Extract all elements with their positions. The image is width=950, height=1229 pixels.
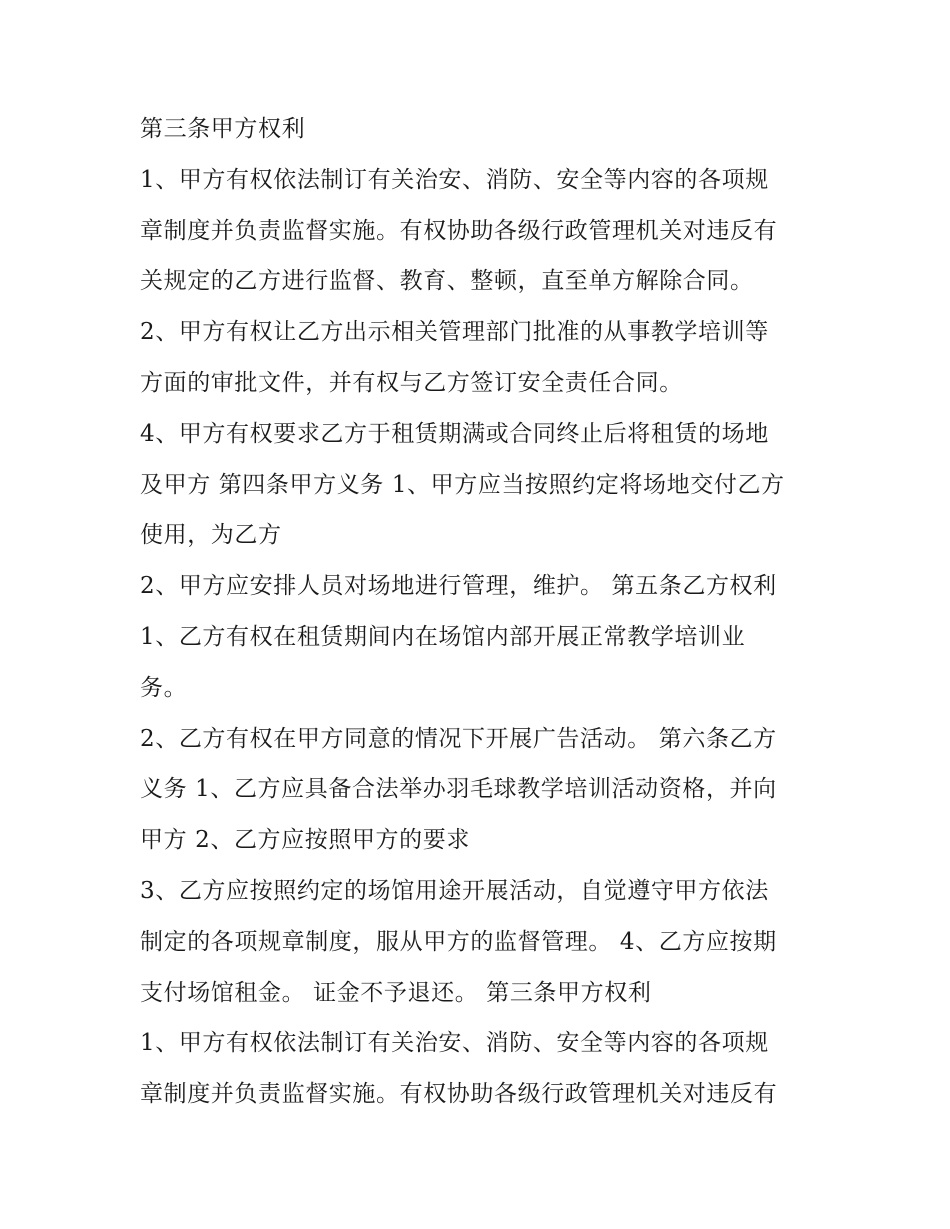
text-line: 1、甲方有权依法制订有关治安、消防、安全等内容的各项规 [140, 166, 769, 193]
text-line: 甲方 2、乙方应按照甲方的要求 [140, 827, 470, 854]
text-line: 2、甲方有权让乙方出示相关管理部门批准的从事教学培训等 [140, 319, 769, 346]
text-line: 1、甲方有权依法制订有关治安、消防、安全等内容的各项规 [140, 1030, 769, 1057]
text-line: 第三条甲方权利 [140, 116, 306, 142]
text-line: 务。 [140, 674, 188, 701]
document-body [140, 104, 820, 1120]
text-line: 2、甲方应安排人员对场地进行管理，维护。 第五条乙方权利 [140, 573, 777, 600]
text-line: 义务 1、乙方应具备合法举办羽毛球教学培训活动资格，并向 [140, 776, 777, 803]
text-line: 3、乙方应按照约定的场馆用途开展活动，自觉遵守甲方依法 [140, 877, 769, 904]
text-line: 1、乙方有权在租赁期间内在场馆内部开展正常教学培训业 [140, 623, 746, 650]
text-line: 及甲方 第四条甲方义务 1、甲方应当按照约定将场地交付乙方 [140, 471, 785, 498]
text-line: 支付场馆租金。 证金不予退还。 第三条甲方权利 [140, 979, 652, 1006]
text-line: 方面的审批文件，并有权与乙方签订安全责任合同。 [140, 369, 683, 396]
text-line: 2、乙方有权在甲方同意的情况下开展广告活动。 第六条乙方 [140, 725, 777, 752]
text-line: 关规定的乙方进行监督、教育、整顿，直至单方解除合同。 [140, 268, 754, 295]
text-line: 4、甲方有权要求乙方于租赁期满或合同终止后将租赁的场地 [140, 420, 769, 447]
text-line: 制定的各项规章制度，服从甲方的监督管理。 4、乙方应按期 [140, 928, 777, 955]
text-line: 使用，为乙方 [140, 522, 282, 549]
text-line: 章制度并负责监督实施。有权协助各级行政管理机关对违反有 [140, 1081, 778, 1108]
text-line: 章制度并负责监督实施。有权协助各级行政管理机关对违反有 [140, 217, 778, 244]
